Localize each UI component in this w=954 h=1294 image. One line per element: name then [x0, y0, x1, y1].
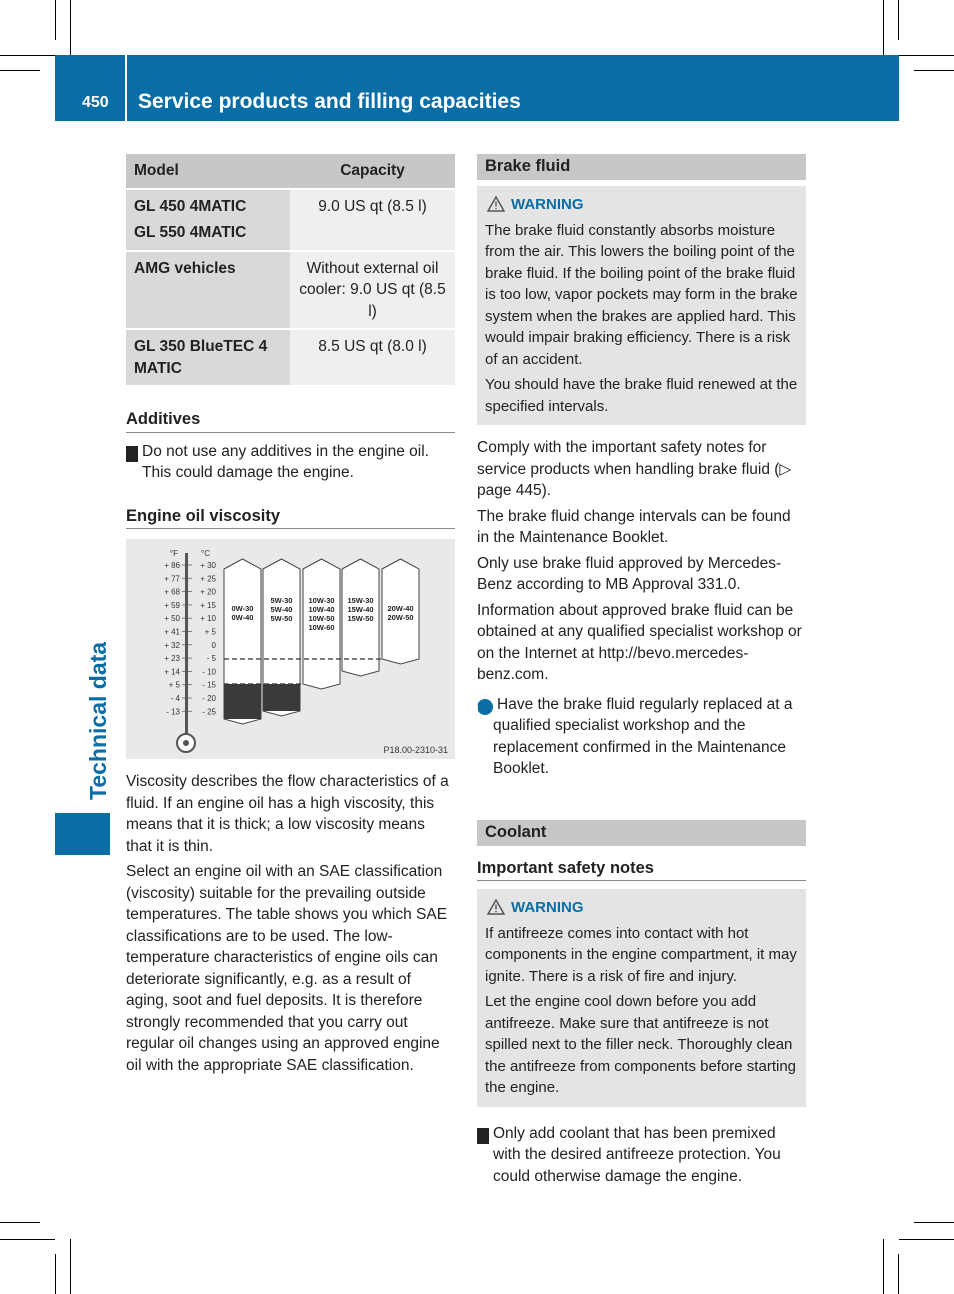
celsius-tick-label: + 15	[200, 600, 216, 610]
crop-mark	[898, 0, 899, 40]
celsius-tick-label: - 5	[206, 654, 216, 664]
model-name: GL 550 4MATIC	[134, 224, 247, 241]
table-cell-capacity: 9.0 US qt (8.5 l)	[290, 188, 455, 250]
unit-fahrenheit: °F	[169, 549, 178, 558]
table-row	[126, 188, 455, 250]
right-column	[472, 154, 806, 1187]
celsius-tick-label: - 10	[202, 667, 216, 677]
fahrenheit-tick-label: + 59	[164, 600, 180, 610]
viscosity-heading: Engine oil viscosity	[126, 506, 455, 530]
table-cell-model: AMG vehicles	[126, 250, 290, 329]
viscosity-paragraph: Select an engine oil with an SAE classification (viscosity) suitable for the prevailing outside temperatures. The table shows you which SAE classifications are to be used. The low-temperature characteristics of engine oils can deteriorate significantly, e.g. as a result of aging, soot and fuel deposits. It is therefore strongly recommended that you carry out regular oil changes using an approved engine oil with the appropriate SAE classification.	[126, 863, 448, 1074]
celsius-tick-label: - 15	[202, 680, 216, 690]
brake-fluid-paragraph: Comply with the important safety notes for service products when handling brake fluid (▷ page 445).	[477, 439, 792, 499]
thermometer-tube	[185, 553, 188, 735]
fahrenheit-tick-label: + 32	[164, 640, 180, 650]
fahrenheit-tick-label: + 41	[164, 627, 180, 637]
fahrenheit-tick-label: + 68	[164, 587, 180, 597]
chart-ref: P18.00-2310-31	[383, 745, 448, 755]
viscosity-grade-label: 0W-30	[231, 604, 254, 613]
table-row	[126, 328, 455, 385]
viscosity-grade-label: 15W-30	[347, 596, 374, 605]
celsius-tick-label: + 5	[204, 627, 216, 637]
table-header-model: Model	[126, 154, 290, 188]
warning-triangle-icon	[487, 196, 505, 212]
table-cell-model: GL 350 BlueTEC 4 MATIC	[126, 328, 290, 385]
unit-celsius: °C	[201, 549, 210, 558]
warning-label: WARNING	[511, 196, 584, 213]
table-row	[126, 250, 455, 329]
additives-heading: Additives	[126, 409, 455, 433]
fahrenheit-tick-label: + 5	[168, 680, 180, 690]
crop-mark	[899, 55, 954, 56]
note-text: Do not use any additives in the engine oil. This could damage the engine.	[142, 442, 429, 481]
thermometer-bulb-core	[183, 740, 189, 746]
header-divider	[125, 55, 127, 121]
page-number: 450	[82, 94, 109, 111]
table-cell-capacity: Without external oil cooler: 9.0 US qt (8.5 l)	[290, 250, 455, 329]
brake-fluid-warning	[477, 186, 806, 425]
additives-note	[121, 441, 455, 484]
page-title: Service products and filling capacities	[138, 90, 521, 113]
crop-mark	[70, 0, 71, 55]
table-header-capacity: Capacity	[290, 154, 455, 188]
crop-mark	[55, 0, 56, 40]
crop-mark	[0, 55, 55, 56]
celsius-tick-label: + 20	[200, 587, 216, 597]
warning-title	[485, 194, 798, 216]
warning-text: You should have the brake fluid renewed at the specified intervals.	[485, 376, 798, 415]
celsius-tick-label: - 20	[202, 694, 216, 703]
fahrenheit-tick-label: + 86	[164, 561, 180, 570]
celsius-tick-label: + 10	[200, 614, 216, 624]
warning-text: If antifreeze comes into contact with hot components in the engine compartment, it may ignite. There is a risk of fire and injury.	[485, 924, 797, 985]
side-tab-marker	[55, 813, 110, 855]
crop-mark	[883, 1239, 884, 1294]
low-temp-band	[224, 684, 261, 719]
coolant-subheading: Important safety notes	[477, 858, 806, 882]
brake-fluid-paragraph: Information about approved brake fluid can be obtained at any qualified specialist workshop or on the Internet at http://bevo.mercedes-benz.com.	[477, 601, 802, 683]
fahrenheit-tick-label: + 14	[164, 667, 180, 677]
left-column	[121, 154, 455, 1080]
warning-label: WARNING	[511, 899, 584, 916]
fahrenheit-tick-label: + 50	[164, 614, 180, 624]
viscosity-chart	[126, 539, 455, 759]
warning-triangle-icon	[487, 899, 505, 915]
viscosity-grade-label: 20W-50	[387, 613, 414, 622]
celsius-tick-label: + 30	[200, 561, 216, 570]
viscosity-grade-label: 0W-40	[231, 613, 254, 622]
low-temp-band	[263, 684, 300, 711]
table-cell-capacity: 8.5 US qt (8.0 l)	[290, 328, 455, 385]
caution-icon: !	[126, 446, 138, 462]
viscosity-grade-label: 10W-30	[308, 596, 335, 605]
crop-mark	[883, 0, 884, 55]
brake-fluid-info	[477, 694, 806, 780]
fahrenheit-tick-label: + 77	[164, 574, 180, 584]
caution-icon: !	[477, 1128, 489, 1144]
fahrenheit-tick-label: + 23	[164, 654, 180, 664]
table-header-row	[126, 154, 455, 188]
crop-mark	[898, 1254, 899, 1294]
viscosity-grade-label: 10W-50	[308, 614, 335, 623]
crop-mark	[55, 1254, 56, 1294]
viscosity-chart-svg	[126, 539, 455, 759]
crop-mark	[0, 1239, 55, 1240]
crop-mark	[914, 70, 954, 71]
info-text: Have the brake fluid regularly replaced at a qualified specialist workshop and the replacement confirmed in the Maintenance Booklet.	[493, 695, 793, 777]
crop-mark	[70, 1239, 71, 1294]
crop-mark	[0, 70, 40, 71]
warning-text: The brake fluid constantly absorbs moisture from the air. This lowers the boiling point of the brake fluid. If the boiling point of the brake fluid is too low, vapor pockets may form in the brake system when the brakes are applied hard. This would impair braking efficiency. There is a risk of an accident.	[485, 221, 798, 368]
viscosity-grade-label: 15W-50	[347, 614, 374, 623]
viscosity-grade-label: 10W-40	[308, 605, 335, 614]
info-icon: i	[477, 699, 493, 715]
viscosity-grade-label: 5W-40	[270, 605, 293, 614]
warning-text: Let the engine cool down before you add antifreeze. Make sure that antifreeze is not spilled next to the filler neck. Thoroughly clean the antifreeze from components before starting the engine.	[485, 993, 797, 1096]
crop-mark	[0, 1222, 40, 1223]
viscosity-grade-label: 5W-50	[270, 614, 293, 623]
viscosity-grade-label: 5W-30	[270, 596, 293, 605]
capacity-table	[126, 154, 455, 385]
model-name: GL 450 4MATIC	[134, 197, 247, 215]
celsius-tick-label: + 25	[200, 574, 216, 584]
celsius-tick-label: 0	[211, 640, 216, 650]
coolant-note	[472, 1123, 806, 1188]
brake-fluid-heading: Brake fluid	[477, 154, 806, 180]
warning-title	[485, 897, 798, 919]
brake-fluid-paragraph: Only use brake fluid approved by Mercedes-Benz according to MB Approval 331.0.	[477, 554, 782, 593]
viscosity-grade-label: 15W-40	[347, 605, 374, 614]
fahrenheit-tick-label: - 4	[170, 694, 180, 703]
viscosity-paragraph: Viscosity describes the flow characteristics of a fluid. If an engine oil has a high viscosity, this means that it is thick; a low viscosity means that it is thin.	[126, 773, 449, 855]
brake-fluid-paragraph: The brake fluid change intervals can be found in the Maintenance Booklet.	[477, 507, 791, 546]
crop-mark	[899, 1239, 954, 1240]
coolant-warning	[477, 889, 806, 1107]
viscosity-grade-label: 10W-60	[308, 623, 335, 632]
celsius-tick-label: - 25	[202, 707, 216, 717]
viscosity-grade-label: 20W-40	[387, 604, 414, 613]
fahrenheit-tick-label: - 13	[166, 707, 180, 717]
crop-mark	[914, 1222, 954, 1223]
table-cell-model	[126, 188, 290, 250]
coolant-heading: Coolant	[477, 820, 806, 846]
note-text: Only add coolant that has been premixed with the desired antifreeze protection. You could otherwise damage the engine.	[493, 1124, 781, 1185]
